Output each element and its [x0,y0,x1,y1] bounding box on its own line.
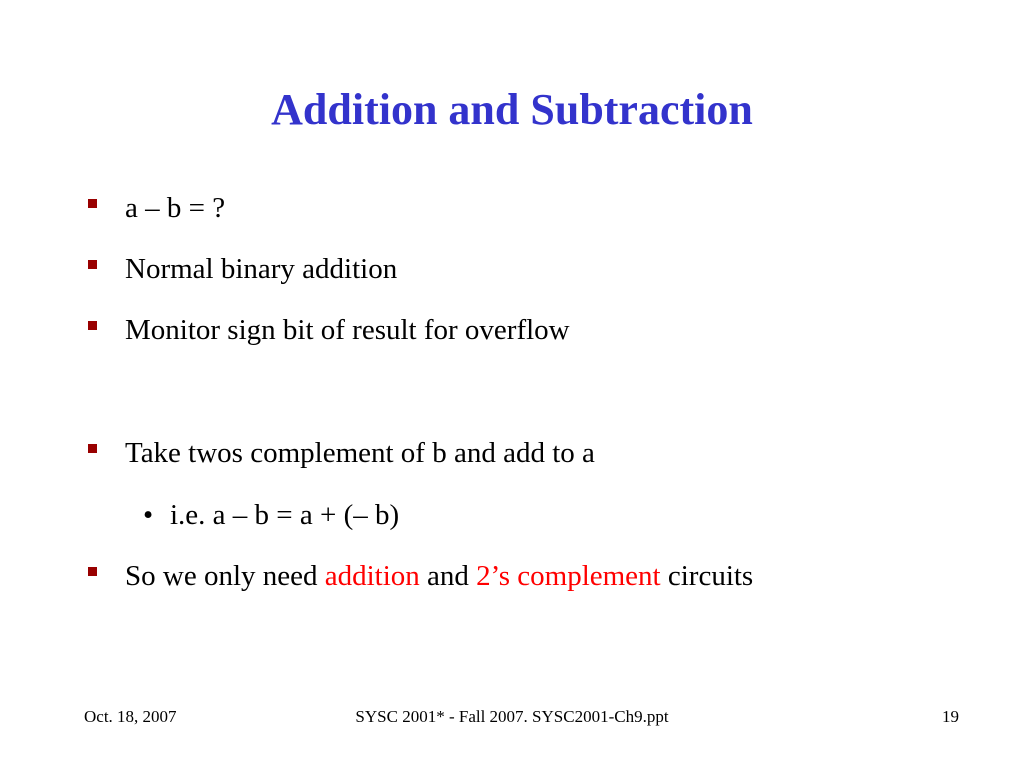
footer-course: SYSC 2001* - Fall 2007. SYSC2001-Ch9.ppt [355,707,669,726]
highlight-addition: addition [324,560,420,592]
square-bullet-icon [88,199,97,208]
slide-title: Addition and Subtraction [271,85,753,134]
footer-date: Oct. 18, 2007 [84,707,177,726]
bullet-text-part: So we only need [125,560,325,592]
bullet-text-part: and [419,560,477,592]
bullet-text-part: circuits [660,560,754,592]
bullet-text: Normal binary addition [125,253,398,285]
highlight-twos-complement: 2’s complement [476,560,661,592]
bullet-text: a – b = ? [125,192,226,224]
bullet-text: Monitor sign bit of result for overflow [125,314,570,346]
square-bullet-icon [88,321,97,330]
bullet-text: Take twos complement of b and add to a [125,437,595,469]
footer-page-number: 19 [942,707,959,726]
square-bullet-icon [88,567,97,576]
bullet-text [125,558,753,594]
square-bullet-icon [88,444,97,453]
square-bullet-icon [88,260,97,269]
sub-bullet-text: i.e. a – b = a + (– b) [170,499,400,531]
dot-bullet-icon: • [143,499,154,531]
